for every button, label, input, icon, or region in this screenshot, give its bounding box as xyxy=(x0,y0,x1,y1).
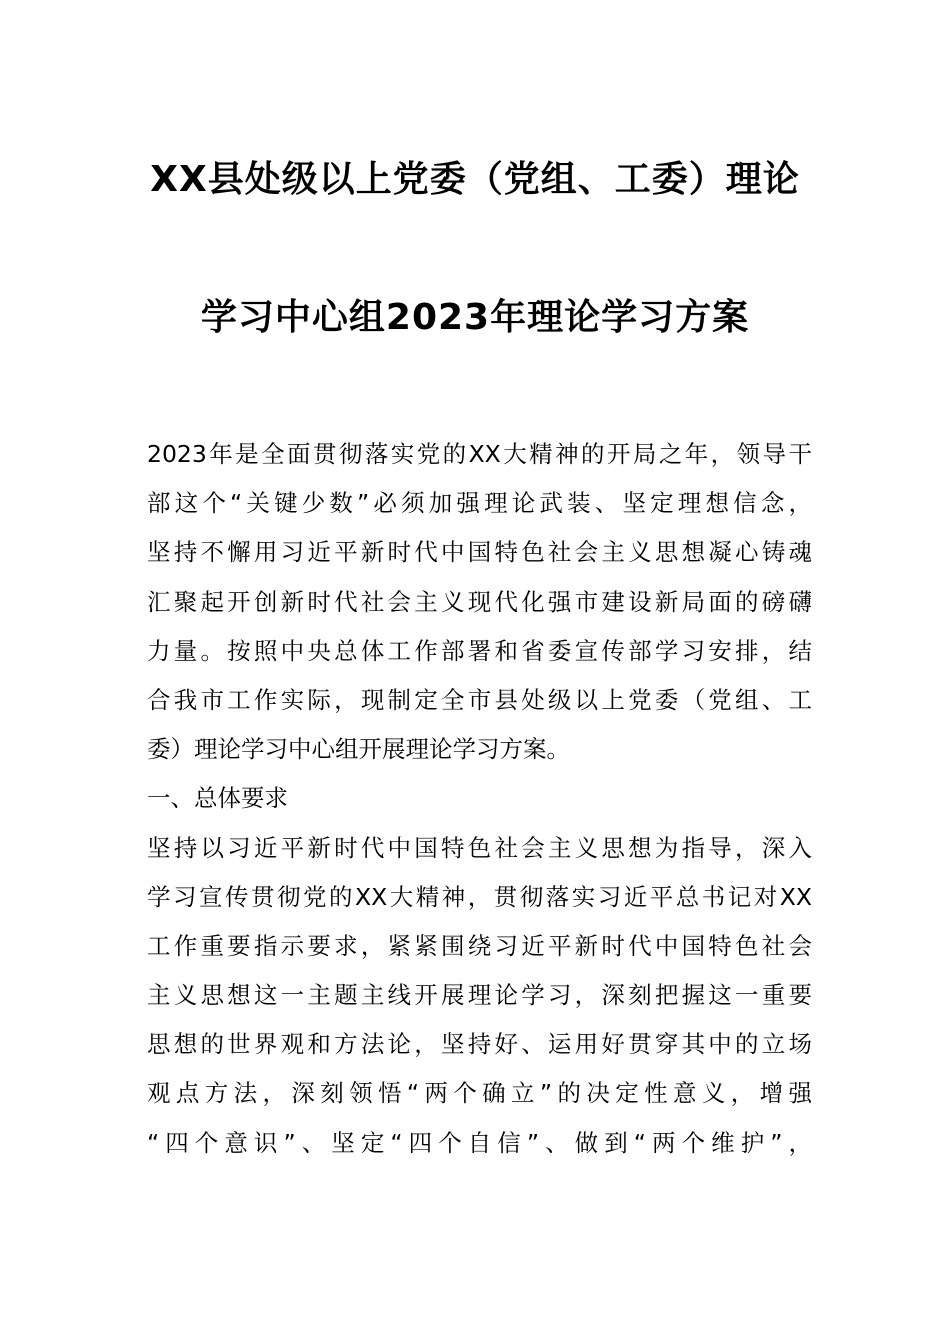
document-title-line-2: 学习中心组2023年理论学习方案 xyxy=(200,297,750,338)
body-line: 主义思想这一主题主线开展理论学习，深刻把握这一重要 xyxy=(147,981,812,1010)
section-heading: 一、总体要求 xyxy=(147,784,288,813)
body-line: 坚持不懈用习近平新时代中国特色社会主义思想凝心铸魂 xyxy=(147,538,812,567)
body-line: 坚持以习近平新时代中国特色社会主义思想为指导，深入 xyxy=(147,833,812,862)
body-line: 工作重要指示要求，紧紧围绕习近平新时代中国特色社会 xyxy=(147,931,812,960)
body-line: 委）理论学习中心组开展理论学习方案。 xyxy=(147,735,570,764)
body-line: 学习宣传贯彻党的XX大精神，贯彻落实习近平总书记对XX xyxy=(147,882,812,911)
document-title-line-1: XX县处级以上党委（党组、工委）理论 xyxy=(150,159,800,200)
body-line: “四个意识”、坚定“四个自信”、做到“两个维护”， xyxy=(147,1128,812,1157)
body-line: 2023年是全面贯彻落实党的XX大精神的开局之年，领导干 xyxy=(147,440,812,468)
document-body xyxy=(147,430,812,1168)
body-line: 力量。按照中央总体工作部署和省委宣传部学习安排，结 xyxy=(147,636,812,665)
body-line: 部这个“关键少数”必须加强理论武装、坚定理想信念， xyxy=(147,489,812,518)
body-line: 观点方法，深刻领悟“两个确立”的决定性意义，增强 xyxy=(147,1079,812,1108)
body-line: 汇聚起开创新时代社会主义现代化强市建设新局面的磅礴 xyxy=(147,587,812,616)
body-line: 思想的世界观和方法论，坚持好、运用好贯穿其中的立场 xyxy=(147,1030,812,1059)
body-line: 合我市工作实际，现制定全市县处级以上党委（党组、工 xyxy=(147,685,812,714)
